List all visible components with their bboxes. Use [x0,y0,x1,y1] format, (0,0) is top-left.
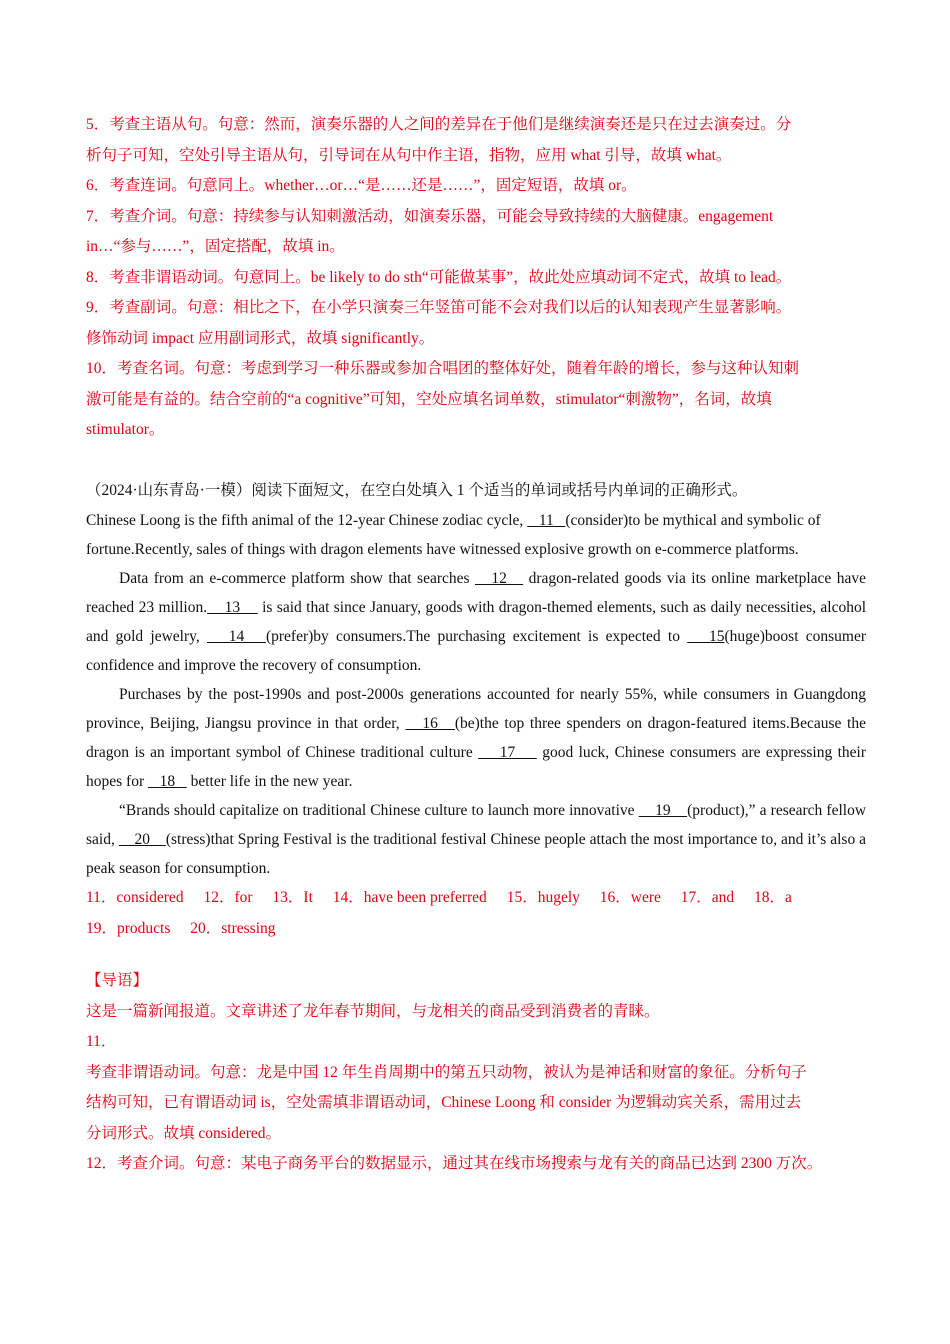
explanation-line: 激可能是有益的。结合空前的“a cognitive”可知，空处应填名词单数，stimulator“刺激物”，名词，故填 [86,390,772,408]
passage-text: is said that since January, goods with dragon-themed elements, such as daily necessities, alcohol and gold jewelry, [86,599,866,645]
explanation-line: 修饰动词 impact 应用副词形式，故填 significantly。 [86,329,435,347]
blank-18: 18 [148,773,187,790]
blank-17: 17 [478,744,537,761]
passage-text: (be)the top three spenders on dragon-featured items.Because the dragon is an important symbol of Chinese traditional culture [86,715,866,761]
explanation-line: in…“参与……”，固定搭配，故填 in。 [86,238,345,255]
answer-item: 11．considered [86,889,184,906]
exercise-instruction: （2024·山东青岛·一模）阅读下面短文，在空白处填入 1 个适当的单词或括号内单词的正确形式。 [86,481,748,499]
answer-item: 12．for [203,889,253,906]
blank-15: 15 [687,628,725,645]
explanation-line: 12．考查介词。句意：某电子商务平台的数据显示，通过其在线市场搜索与龙有关的商品已达到 2300 万次。 [86,1155,823,1172]
explanation-line: 6．考查连词。句意同上。whether…or…“是……还是……”，固定短语，故填 or。 [86,177,637,194]
answer-key [86,883,866,944]
answer-item: 19．products [86,919,171,937]
answer-item: 13．It [272,889,313,906]
page-content [86,110,866,1180]
answer-item: 17．and [680,889,735,906]
blank-11: 11 [527,512,566,529]
explanation-line: 分词形式。故填 considered。 [86,1124,282,1142]
blank-13: 13 [207,599,258,616]
passage-text: (prefer)by consumers.The purchasing excitement is expected to [265,628,688,645]
passage-text: (consider)to be mythical and symbolic of fortune.Recently, sales of things with dragon elements have witnessed explosive growth on e-commerce platforms. [86,512,821,558]
answer-item: 20．stressing [190,919,276,937]
passage-paragraph-2 [86,564,866,680]
passage-text: Purchases by the post-1990s and post-2000s generations accounted for nearly 55%, while consumers in Guangdong province, Beijing, Jiangsu province in that order, [86,686,866,732]
answer-item: 14．have been preferred [332,889,487,906]
passage-paragraph-1 [86,506,866,564]
explanation-line: 10．考查名词。句意：考虑到学习一种乐器或参加合唱团的整体好处，随着年龄的增长，参与这种认知刺 [86,360,800,377]
answer-item: 15．hugely [506,889,580,906]
explanation-line: 考查非谓语动词。句意：龙是中国 12 年生肖周期中的第五只动物，被认为是神话和财富的象征。分析句子 [86,1063,807,1081]
passage-text: dragon-related goods via its online marketplace have reached 23 million. [86,570,866,616]
blank-16: 16 [405,715,455,732]
guide-title: 【导语】 [86,972,149,989]
explanation-line: 5．考查主语从句。句意：然而，演奏乐器的人之间的差异在于他们是继续演奏还是只在过去演奏过。分 [86,116,792,133]
guide-section [86,966,866,1180]
blank-19: 19 [638,802,688,819]
passage-text: better life in the new year. [186,773,353,790]
passage-text: Chinese Loong is the fifth animal of the 12-year Chinese zodiac cycle, [86,512,528,529]
explanation-line: 7．考查介词。句意：持续参与认知刺激活动，如演奏乐器，可能会导致持续的大脑健康。engagement [86,207,774,225]
passage-text: (stress)that Spring Festival is the traditional festival Chinese people attach the most importance to, and it’s also a peak season for consumption. [86,831,867,877]
blank-20: 20 [118,831,166,848]
explanation-line: stimulator。 [86,421,165,438]
explanations-5-to-10 [86,110,866,446]
explanation-line: 结构可知，已有谓语动词 is，空处需填非谓语动词，Chinese Loong 和 consider 为逻辑动宾关系，需用过去 [86,1094,802,1111]
passage-text: (product),” a research fellow said, [86,802,867,848]
passage-paragraph-4 [86,796,866,883]
explanation-line: 9．考查副词。句意：相比之下，在小学只演奏三年竖笛可能不会对我们以后的认知表现产生显著影响。 [86,299,792,316]
passage-paragraph-3 [86,680,866,796]
explanation-line: 8．考查非谓语动词。句意同上。be likely to do sth“可能做某事”，故此处应填动词不定式，故填 to lead。 [86,268,792,286]
passage-text: (huge)boost consumer confidence and improve the recovery of consumption. [86,628,866,674]
explanation-line: 析句子可知，空处引导主语从句，引导词在从句中作主语，指物，应用 what 引导，故填 what。 [86,146,732,164]
blank-14: 14 [207,628,266,645]
answer-item: 16．were [599,889,661,906]
answer-row [86,914,866,945]
passage-text: “Brands should capitalize on traditional Chinese culture to launch more innovative [119,802,639,819]
question-number: 11． [86,1033,117,1050]
answer-row [86,883,866,914]
guide-text: 这是一篇新闻报道。文章讲述了龙年春节期间，与龙相关的商品受到消费者的青睐。 [86,1002,660,1020]
blank-12: 12 [475,570,524,587]
passage-text: good luck, Chinese consumers are expressing their hopes for [86,744,867,790]
passage-text: Data from an e-commerce platform show that searches [119,570,475,587]
answer-item: 18．a [754,889,792,906]
